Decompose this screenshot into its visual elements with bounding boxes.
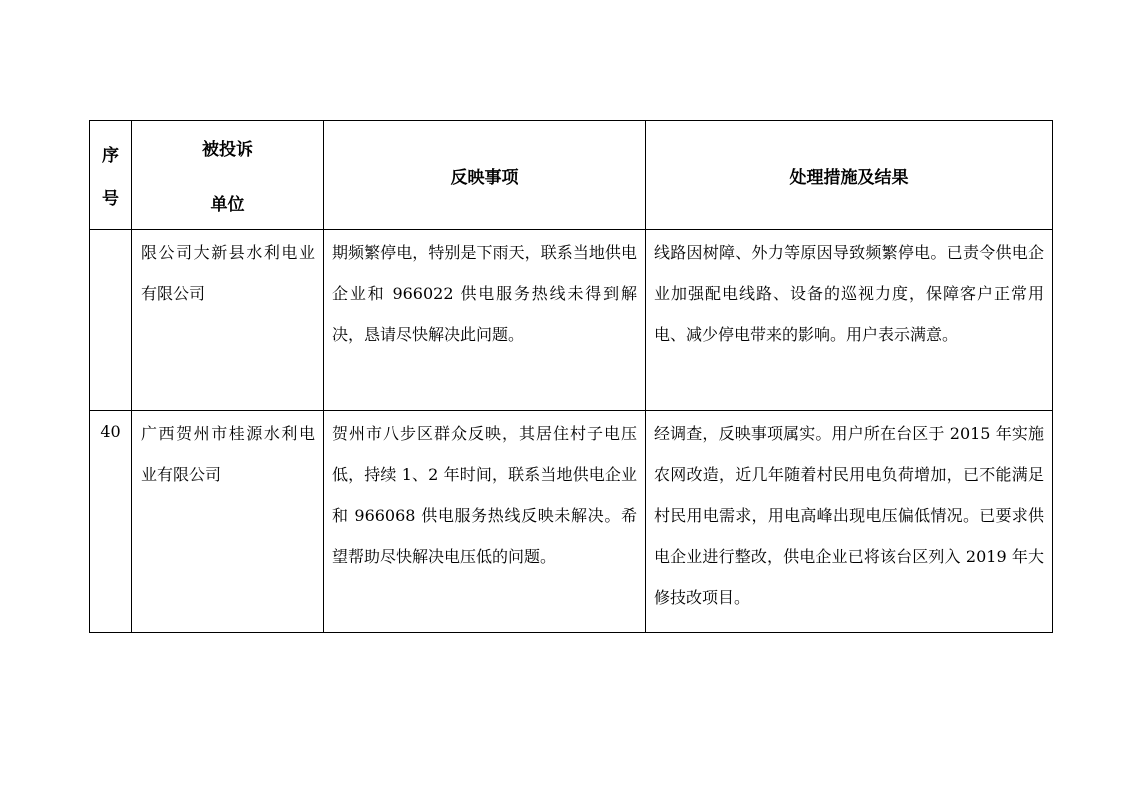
row-index: 40 <box>90 411 132 633</box>
complaints-table <box>89 120 1053 633</box>
header-unit-line1: 被投诉 <box>202 140 253 160</box>
header-issue: 反映事项 <box>324 121 646 230</box>
row-result: 线路因树障、外力等原因导致频繁停电。已责令供电企业加强配电线路、设备的巡视力度，保障客户正常用电、减少停电带来的影响。用户表示满意。 <box>654 243 1044 344</box>
row-issue: 期频繁停电，特别是下雨天，联系当地供电企业和 966022 供电服务热线未得到解决，恳请尽快解决此问题。 <box>332 243 637 344</box>
table-header-row <box>90 121 1053 230</box>
row-unit-cell <box>132 411 324 633</box>
header-index <box>90 121 132 230</box>
row-issue-cell <box>324 411 646 633</box>
row-issue: 贺州市八步区群众反映，其居住村子电压低，持续 1、2 年时间，联系当地供电企业和 966068 供电服务热线反映未解决。希望帮助尽快解决电压低的问题。 <box>332 424 637 566</box>
header-result: 处理措施及结果 <box>646 121 1053 230</box>
row-unit-cell <box>132 230 324 411</box>
table-row <box>90 411 1053 633</box>
row-result-cell <box>646 411 1053 633</box>
row-unit: 广西贺州市桂源水利电业有限公司 <box>141 424 315 484</box>
header-unit <box>132 121 324 230</box>
header-unit-line2: 单位 <box>210 195 245 215</box>
row-index <box>90 230 132 411</box>
header-index-line2: 号 <box>102 189 119 209</box>
header-index-line1: 序 <box>102 146 119 166</box>
row-issue-cell <box>324 230 646 411</box>
row-unit: 限公司大新县水利电业有限公司 <box>141 243 315 303</box>
table-row <box>90 230 1053 411</box>
row-result-cell <box>646 230 1053 411</box>
row-result: 经调查，反映事项属实。用户所在台区于 2015 年实施农网改造，近几年随着村民用电负荷增加，已不能满足村民用电需求，用电高峰出现电压偏低情况。已要求供电企业进行整改，供电企业已将该台区列入 2019 年大修技改项目。 <box>654 424 1044 607</box>
